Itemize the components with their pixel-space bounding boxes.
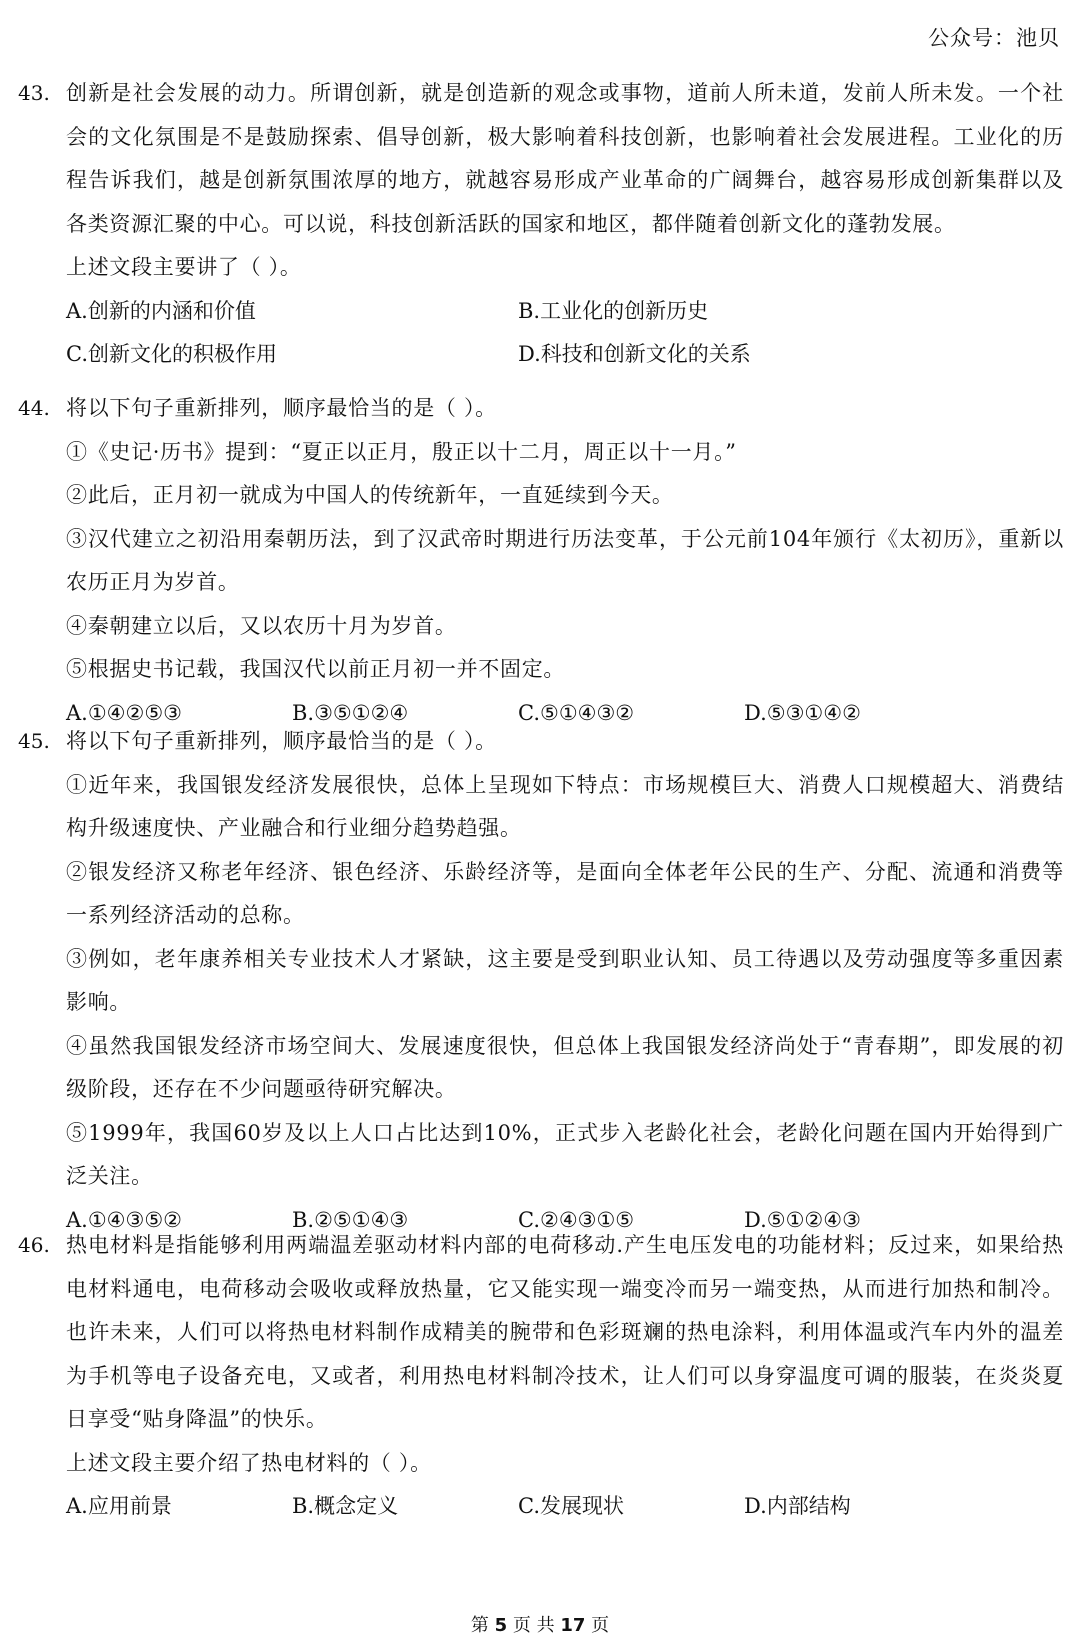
question-45 (18, 720, 1064, 1232)
option-b[interactable]: B.概念定义 (292, 1494, 399, 1518)
header-source: 公众号：池贝 (928, 26, 1060, 50)
question-number: 46. (18, 1233, 50, 1257)
current-page-number: 5 (494, 1615, 508, 1636)
footer-prefix: 第 (470, 1615, 489, 1636)
options (66, 1485, 1064, 1529)
question-prompt: 将以下句子重新排列，顺序最恰当的是（ ）。 (66, 396, 497, 420)
option-d[interactable]: D.⑤③①④② (744, 700, 861, 725)
sentence-1: ①《史记·历书》提到：“夏正以正月，殷正以十二月，周正以十一月。” (66, 439, 737, 464)
option-d[interactable]: D.科技和创新文化的关系 (518, 342, 751, 366)
question-number: 43. (18, 81, 50, 105)
question-46 (18, 1224, 1064, 1529)
option-c[interactable]: C.⑤①④③② (518, 700, 635, 725)
question-44 (18, 387, 1064, 725)
options (66, 290, 1064, 377)
footer-middle: 页 共 (512, 1615, 555, 1636)
question-prompt: 将以下句子重新排列，顺序最恰当的是（ ）。 (66, 729, 497, 753)
sentence-5: ⑤根据史书记载，我国汉代以前正月初一并不固定。 (66, 657, 566, 681)
footer-suffix: 页 (591, 1615, 610, 1636)
question-list (18, 72, 1064, 1529)
sentence-4: ④秦朝建立以后，又以农历十月为岁首。 (66, 613, 457, 638)
sentence-2: ②银发经济又称老年经济、银色经济、乐龄经济等，是面向全体老年公民的生产、分配、流通和消费等一系列经济活动的总称。 (66, 859, 1064, 927)
option-b[interactable]: B.③⑤①②④ (292, 700, 409, 725)
option-c[interactable]: C.发展现状 (518, 1494, 624, 1518)
sentence-3: ③例如，老年康养相关专业技术人才紧缺，这主要是受到职业认知、员工待遇以及劳动强度等多重因素影响。 (66, 946, 1064, 1014)
sentence-5: ⑤1999年，我国60岁及以上人口占比达到10%，正式步入老龄化社会，老龄化问题在国内开始得到广泛关注。 (66, 1120, 1064, 1188)
question-stem: 创新是社会发展的动力。所谓创新，就是创造新的观念或事物，道前人所未道，发前人所未发。一个社会的文化氛围是不是鼓励探索、倡导创新，极大影响着科技创新，也影响着社会发展进程。工业化的历程告诉我们，越是创新氛围浓厚的地方，就越容易形成产业革命的广阔舞台，越容易形成创新集群以及各类资源汇聚的中心。可以说，科技创新活跃的国家和地区，都伴随着创新文化的蓬勃发展。 (66, 81, 1064, 236)
sentence-1: ①近年来，我国银发经济发展很快，总体上呈现如下特点：市场规模巨大、消费人口规模超大、消费结构升级速度快、产业融合和行业细分趋势趋强。 (66, 772, 1064, 840)
sentence-2: ②此后，正月初一就成为中国人的传统新年，一直延续到今天。 (66, 483, 674, 507)
question-43 (18, 72, 1064, 387)
question-prompt: 上述文段主要介绍了热电材料的（ ）。 (66, 1450, 432, 1475)
option-d[interactable]: D.内部结构 (744, 1494, 851, 1518)
question-number: 44. (18, 396, 50, 420)
page-footer (0, 1611, 1080, 1637)
question-prompt: 上述文段主要讲了（ ）。 (66, 255, 302, 279)
option-b[interactable]: B.②⑤①④③ (292, 1207, 409, 1232)
option-b[interactable]: B.工业化的创新历史 (518, 298, 709, 323)
option-c[interactable]: C.②④③①⑤ (518, 1207, 635, 1232)
total-page-count: 17 (560, 1615, 586, 1636)
option-c[interactable]: C.创新文化的积极作用 (66, 342, 277, 366)
option-a[interactable]: A.应用前景 (66, 1494, 172, 1518)
sentence-3: ③汉代建立之初沿用秦朝历法，到了汉武帝时期进行历法变革，于公元前104年颁行《太初历》，重新以农历正月为岁首。 (66, 526, 1064, 594)
question-number: 45. (18, 729, 50, 753)
option-a[interactable]: A.创新的内涵和价值 (66, 298, 256, 323)
option-d[interactable]: D.⑤①②④③ (744, 1207, 861, 1232)
sentence-4: ④虽然我国银发经济市场空间大、发展速度很快，但总体上我国银发经济尚处于“青春期”，即发展的初级阶段，还存在不少问题亟待研究解决。 (66, 1033, 1064, 1101)
question-stem: 热电材料是指能够利用两端温差驱动材料内部的电荷移动.产生电压发电的功能材料；反过来，如果给热电材料通电，电荷移动会吸收或释放热量，它又能实现一端变冷而另一端变热，从而进行加热和制冷。也许未来，人们可以将热电材料制作成精美的腕带和色彩斑斓的热电涂料，利用体温或汽车内外的温差为手机等电子设备充电，又或者，利用热电材料制冷技术，让人们可以身穿温度可调的服装，在炎炎夏日享受“贴身降温”的快乐。 (66, 1233, 1064, 1431)
option-a[interactable]: A.①④③⑤② (66, 1207, 182, 1232)
option-a[interactable]: A.①④②⑤③ (66, 700, 182, 725)
